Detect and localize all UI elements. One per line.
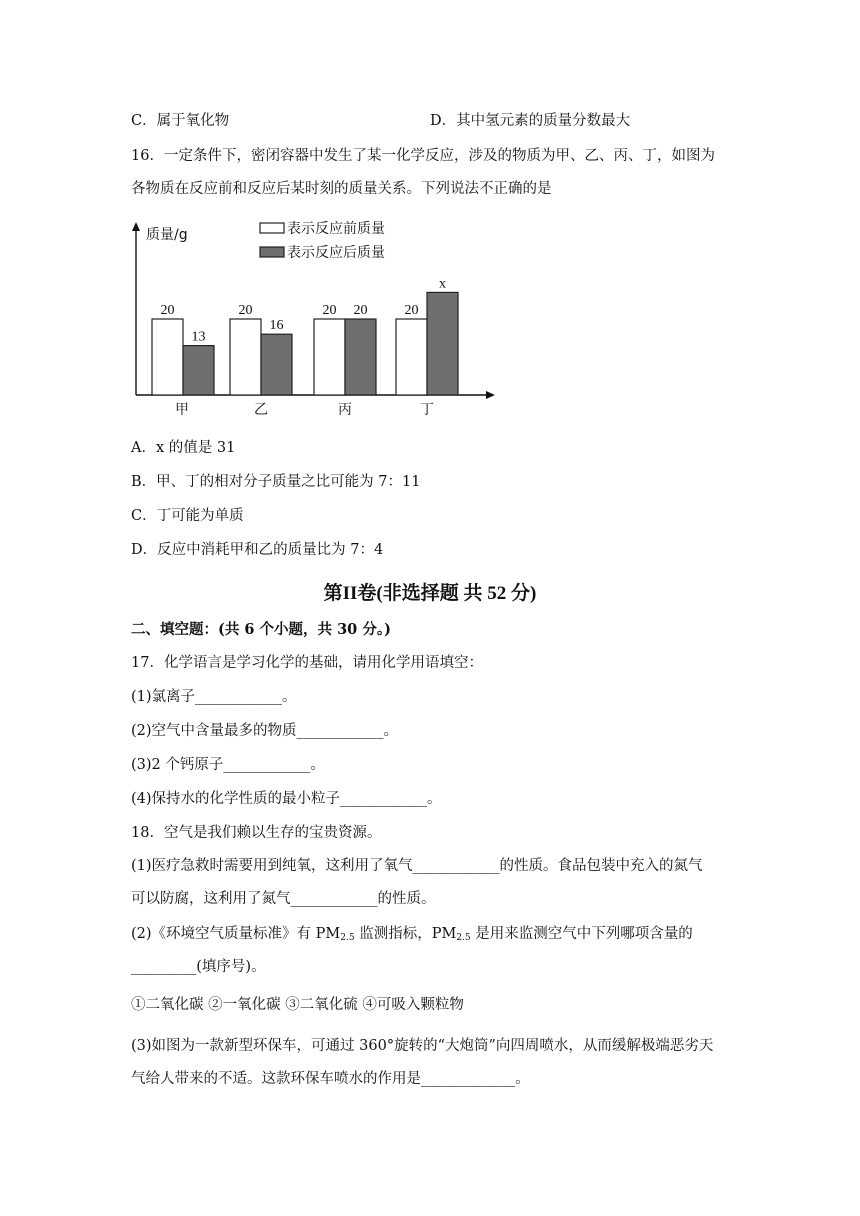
x-tick-label-1: 甲 xyxy=(175,402,189,418)
data-label-after-3: 20 xyxy=(353,303,368,318)
x-tick-label-2: 乙 xyxy=(254,402,268,418)
option-c: C．属于氧化物 xyxy=(131,113,230,129)
legend-label-before: 表示反应前质量 xyxy=(287,221,385,237)
q18-part1-line2: 可以防腐，这利用了氮气____________的性质。 xyxy=(131,891,436,907)
legend-label-after: 表示反应后质量 xyxy=(287,245,385,261)
x-axis-arrow xyxy=(486,391,495,399)
q18-part2-text-a: (2)《环境空气质量标准》有 PM xyxy=(131,926,341,942)
q18-part3-line1: (3)如图为一款新型环保车，可通过 360°旋转的“大炮筒”向四周喷水，从而缓解极端恶劣天 xyxy=(131,1038,714,1054)
data-label-before-2: 20 xyxy=(238,303,253,318)
q18-choices: ①二氧化碳 ②一氧化碳 ③二氧化硫 ④可吸入颗粒物 xyxy=(131,997,464,1013)
bar-after-2 xyxy=(261,334,292,395)
option-d: D．其中氢元素的质量分数最大 xyxy=(430,113,631,129)
part2-title: 第II卷(非选择题 共 52 分) xyxy=(323,583,537,604)
data-label-after-2: 16 xyxy=(269,318,284,334)
data-label-before-4: 20 xyxy=(404,303,419,318)
q17-item-1: (1)氯离子____________。 xyxy=(131,689,297,705)
q16-option-d: D．反应中消耗甲和乙的质量比为 7：4 xyxy=(131,542,384,558)
legend xyxy=(260,220,385,261)
x-tick-label-4: 丁 xyxy=(420,402,434,418)
q16-option-c: C．丁可能为单质 xyxy=(131,508,244,524)
y-axis-label: 质量/g xyxy=(146,227,188,243)
data-label-after-4: x xyxy=(439,276,446,292)
legend-swatch-before xyxy=(260,223,284,233)
data-label-before-3: 20 xyxy=(322,303,337,318)
x-tick-label-3: 丙 xyxy=(338,402,352,418)
q18-part2-line2: _________(填序号)。 xyxy=(131,959,266,975)
bar-before-4 xyxy=(396,319,427,395)
section2-heading: 二、填空题：(共 6 个小题，共 30 分。) xyxy=(131,621,391,638)
bar-group xyxy=(152,276,458,418)
q18-part1-line1: (1)医疗急救时需要用到纯氧，这利用了氧气____________的性质。食品包装中充入的氮气 xyxy=(131,858,703,874)
bar-before-1 xyxy=(152,319,183,395)
q17-item-2: (2)空气中含量最多的物质____________。 xyxy=(131,723,399,739)
bar-after-1 xyxy=(183,346,214,395)
q17-item-4: (4)保持水的化学性质的最小粒子____________。 xyxy=(131,791,442,807)
bar-after-3 xyxy=(345,319,376,395)
q17-stem: 17．化学语言是学习化学的基础，请用化学用语填空： xyxy=(131,655,483,671)
q18-part2-text-b: 监测指标，PM xyxy=(354,926,457,942)
y-axis-arrow xyxy=(132,222,140,231)
q18-stem: 18．空气是我们赖以生存的宝贵资源。 xyxy=(131,825,382,841)
bar-before-3 xyxy=(314,319,345,395)
q18-part2-text-c: 是用来监测空气中下列哪项含量的 xyxy=(470,926,693,942)
data-label-before-1: 20 xyxy=(160,303,175,318)
legend-swatch-after xyxy=(260,247,284,257)
bar-after-4 xyxy=(427,292,458,395)
pm-subscript-2: 2.5 xyxy=(456,933,471,943)
mass-bar-chart xyxy=(125,215,500,420)
q16-option-b: B．甲、丁的相对分子质量之比可能为 7：11 xyxy=(131,474,421,490)
q16-stem-line2: 各物质在反应前和反应后某时刻的质量关系。下列说法不正确的是 xyxy=(131,181,552,197)
q18-part3-line2: 气给人带来的不适。这款环保车喷水的作用是_____________。 xyxy=(131,1071,530,1087)
q16-option-a: A．x 的值是 31 xyxy=(131,440,236,456)
q17-item-3: (3)2 个钙原子____________。 xyxy=(131,757,325,773)
q18-part2-line1 xyxy=(131,924,693,948)
data-label-after-1: 13 xyxy=(191,329,206,345)
pm-subscript-1: 2.5 xyxy=(340,933,355,943)
bar-before-2 xyxy=(230,319,261,395)
q16-stem-line1: 16．一定条件下，密闭容器中发生了某一化学反应，涉及的物质为甲、乙、丙、丁，如图为 xyxy=(131,148,715,164)
